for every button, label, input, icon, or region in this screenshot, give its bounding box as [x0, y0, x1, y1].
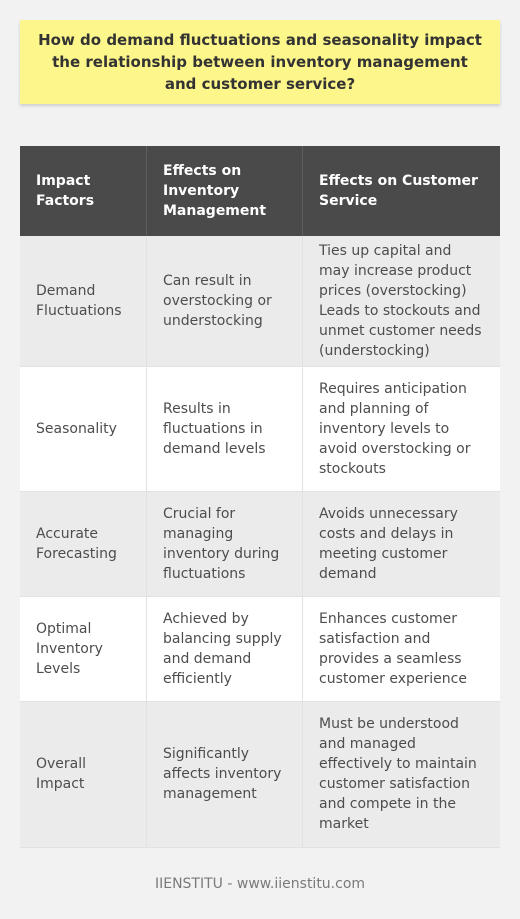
inventory-effect-cell: Results in fluctuations in demand levels	[147, 366, 303, 491]
inventory-effect-cell: Can result in overstocking or understocking	[147, 236, 303, 366]
customer-effect-cell: Must be understood and managed effectively to maintain customer satisfaction and compete in the market	[303, 701, 501, 847]
table-row	[20, 236, 500, 366]
impact-table	[20, 146, 500, 848]
factor-cell: Accurate Forecasting	[20, 491, 147, 596]
inventory-effect-cell: Achieved by balancing supply and demand efficiently	[147, 596, 303, 701]
header-customer-effects: Effects on Customer Service	[303, 146, 501, 236]
header-inventory-effects: Effects on Inventory Management	[147, 146, 303, 236]
title-banner	[20, 20, 500, 104]
table-row	[20, 701, 500, 847]
factor-cell: Seasonality	[20, 366, 147, 491]
factor-cell: Overall Impact	[20, 701, 147, 847]
table-header-row	[20, 146, 500, 236]
table-row	[20, 366, 500, 491]
footer-credit: IIENSTITU - www.iienstitu.com	[154, 876, 366, 892]
customer-effect-cell: Avoids unnecessary costs and delays in meeting customer demand	[303, 491, 501, 596]
customer-effect-cell: Enhances customer satisfaction and provides a seamless customer experience	[303, 596, 501, 701]
customer-effect-cell: Ties up capital and may increase product prices (overstocking) Leads to stockouts and unmet customer needs (understocking)	[303, 236, 501, 366]
header-impact-factors: Impact Factors	[20, 146, 147, 236]
inventory-effect-cell: Crucial for managing inventory during fluctuations	[147, 491, 303, 596]
inventory-effect-cell: Significantly affects inventory management	[147, 701, 303, 847]
customer-effect-cell: Requires anticipation and planning of inventory levels to avoid overstocking or stockouts	[303, 366, 501, 491]
table-row	[20, 596, 500, 701]
factor-cell: Optimal Inventory Levels	[20, 596, 147, 701]
table-row	[20, 491, 500, 596]
page-title: How do demand fluctuations and seasonality impact the relationship between inventory management and customer service?	[38, 31, 482, 93]
factor-cell: Demand Fluctuations	[20, 236, 147, 366]
